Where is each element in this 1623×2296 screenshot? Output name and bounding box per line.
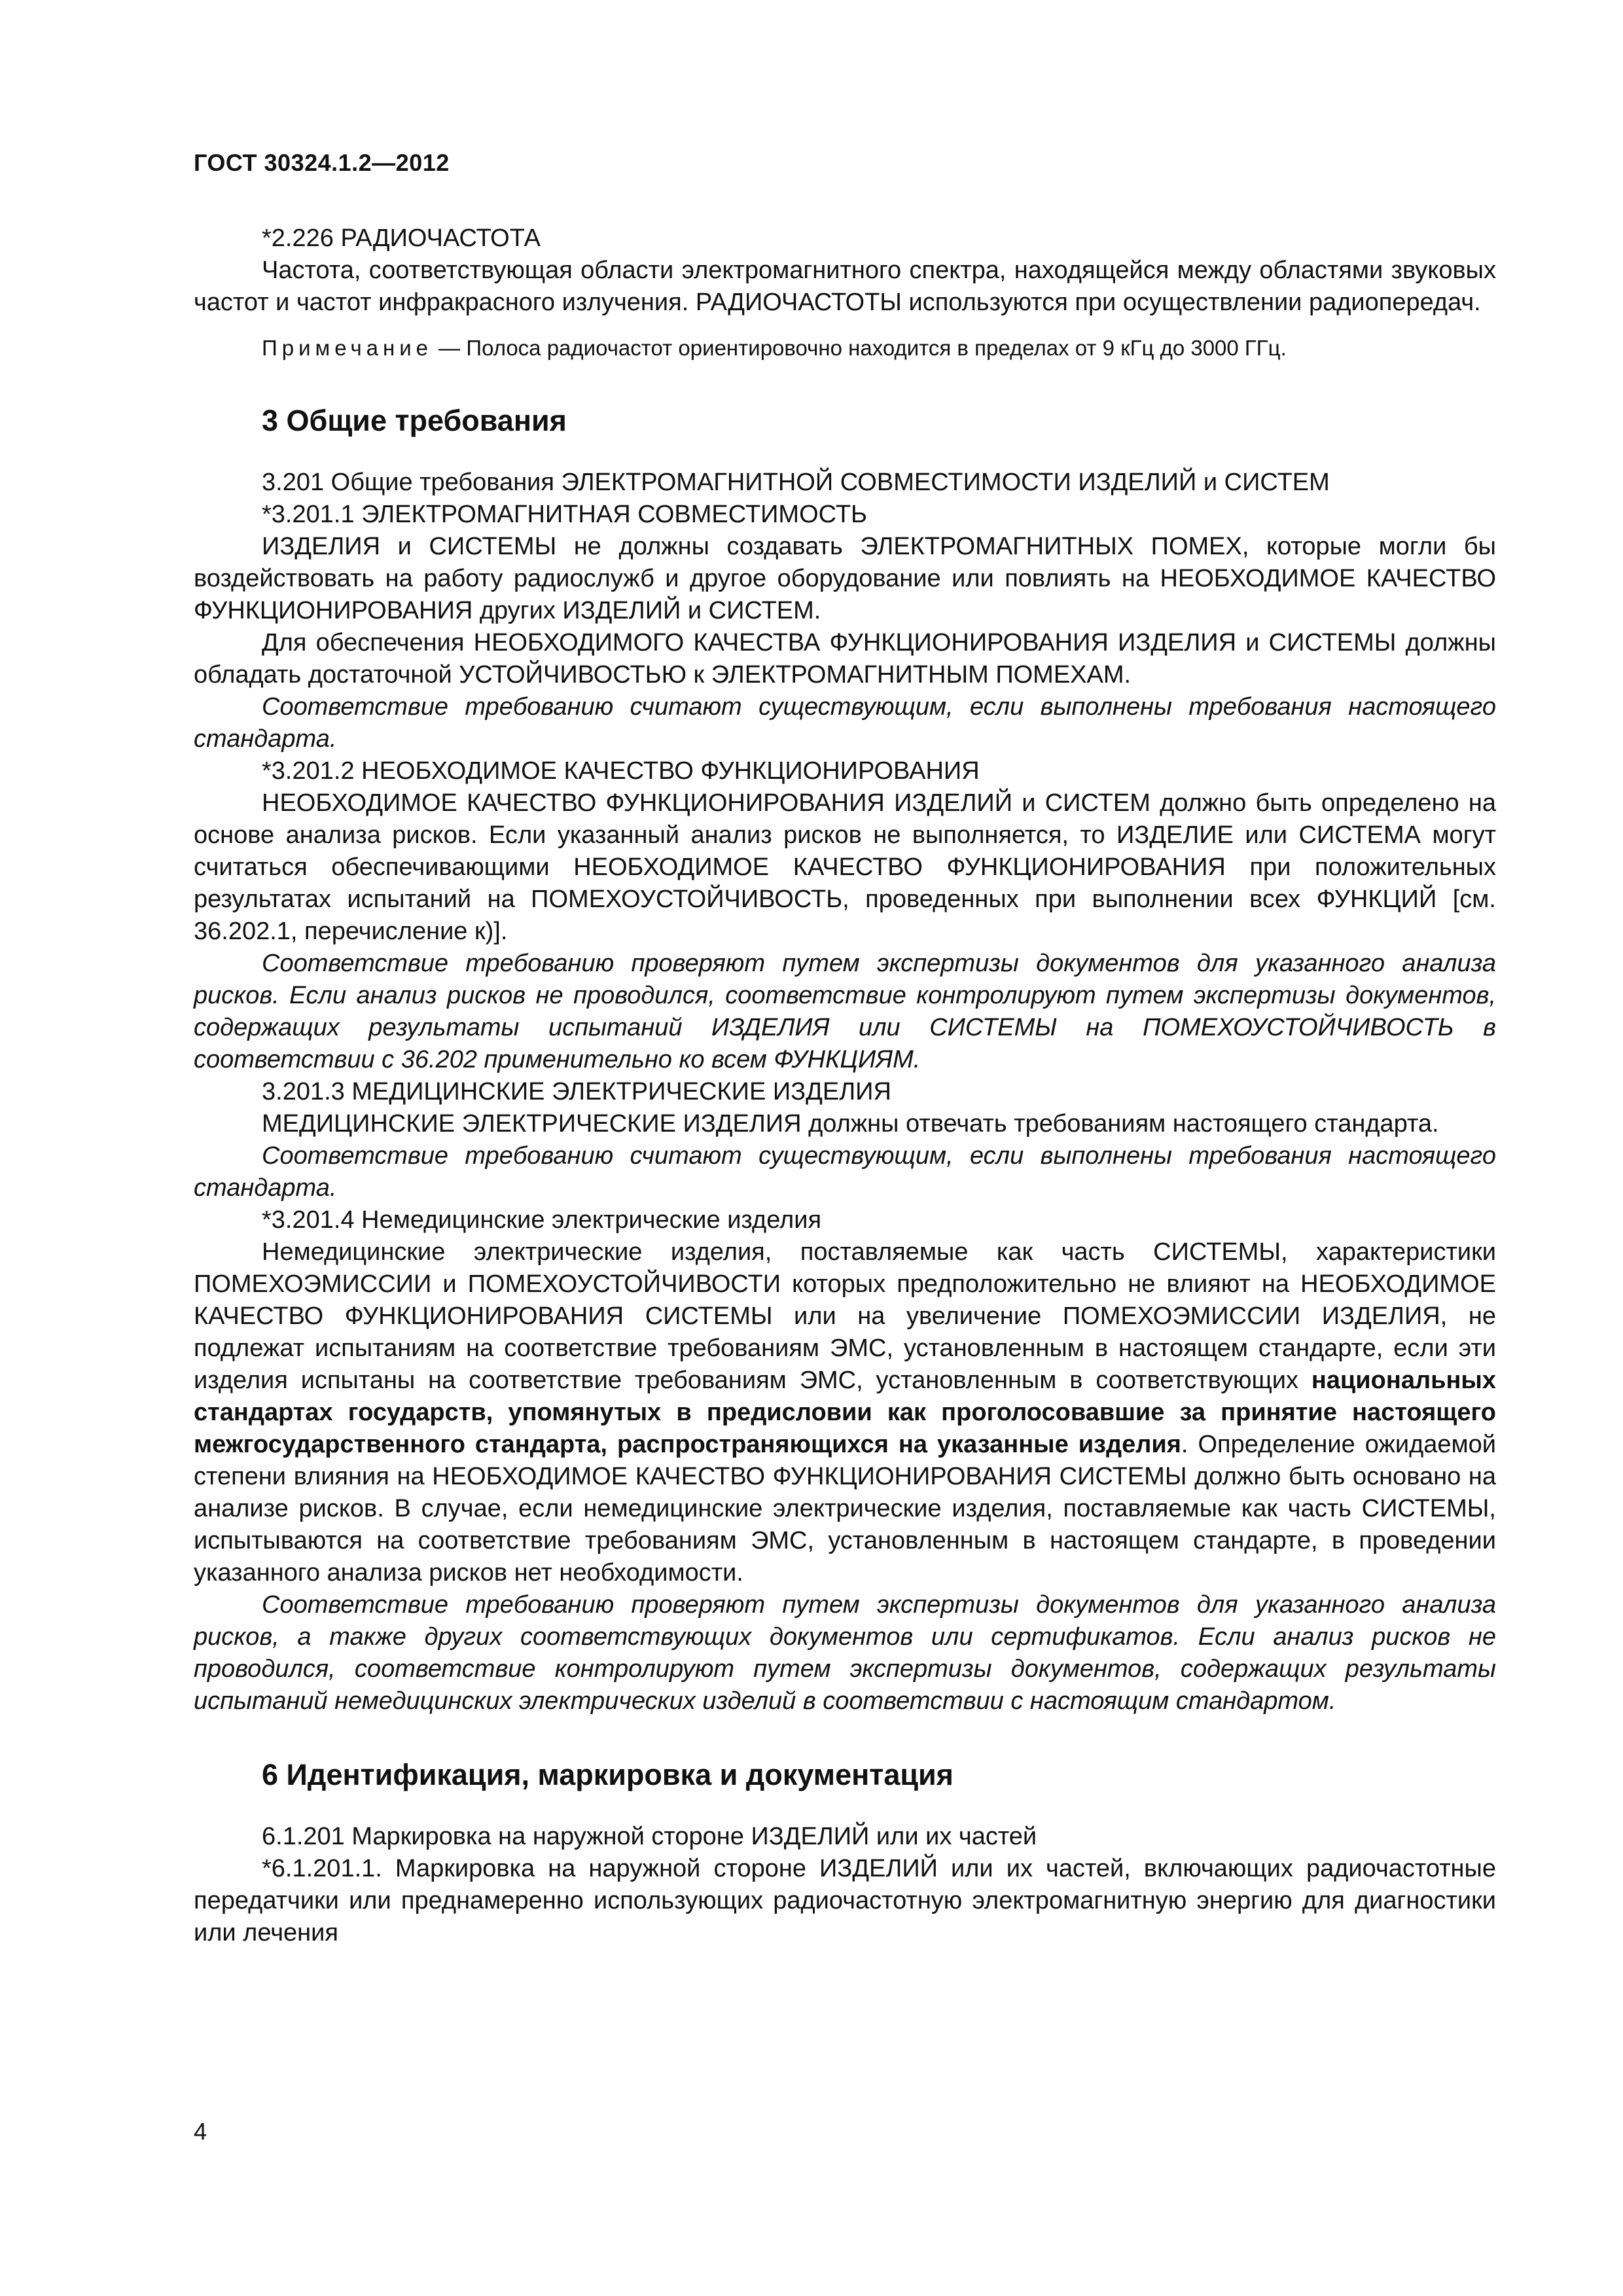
document-header: ГОСТ 30324.1.2—2012 [194, 149, 450, 176]
clause-2-226-title: *2.226 РАДИОЧАСТОТА [262, 224, 541, 252]
clause-3-201-3-title: 3.201.3 МЕДИЦИНСКИЕ ЭЛЕКТРИЧЕСКИЕ ИЗДЕЛИЯ [262, 1078, 891, 1105]
clause-3-201-1-text: ИЗДЕЛИЯ и СИСТЕМЫ не должны создавать ЭЛЕКТРОМАГНИТНЫХ ПОМЕХ, которые могли бы воздействовать на работу радиослужб и другое оборудование или повлиять на НЕОБХОДИМОЕ КАЧЕСТВО ФУНКЦИОНИРОВАНИЯ других ИЗДЕЛИЙ и СИСТЕМ. [194, 533, 1496, 624]
clause-3-201-2-compliance: Соответствие требованию проверяют путем экспертизы документов для указанного анализа рисков. Если анализ рисков не проводился, соответствие контролируют путем экспертизы документов, содержащих результаты испытаний ИЗДЕЛИЯ или СИСТЕМЫ на ПОМЕХОУСТОЙЧИВОСТЬ в соответствии с 36.202 применительно ко всем ФУНКЦИЯМ. [194, 950, 1496, 1073]
note-label: Примечание [262, 336, 433, 360]
clause-3-201-2-title: *3.201.2 НЕОБХОДИМОЕ КАЧЕСТВО ФУНКЦИОНИРОВАНИЯ [262, 757, 980, 785]
clause-2-226-text: Частота, соответствующая области электромагнитного спектра, находящейся между областями звуковых частот и частот инфракрасного излучения. РАДИОЧАСТОТЫ используются при осуществлении радиопередач. [194, 257, 1496, 316]
note-text: — Полоса радиочастот ориентировочно находится в пределах от 9 кГц до 3000 ГГц. [433, 336, 1287, 360]
clause-3-201-1-text-2: Для обеспечения НЕОБХОДИМОГО КАЧЕСТВА ФУНКЦИОНИРОВАНИЯ ИЗДЕЛИЯ и СИСТЕМЫ должны обладать достаточной УСТОЙЧИВОСТЬЮ к ЭЛЕКТРОМАГНИТНЫМ ПОМЕХАМ. [194, 629, 1496, 689]
clause-3-201-4-text-part-2: . Определение ожидаемой степени влияния на НЕОБХОДИМОЕ КАЧЕСТВО ФУНКЦИОНИРОВАНИЯ СИСТЕМЫ должно быть основано на анализе рисков. В случае, если немедицинские электрические изделия, поставляемые как часть СИСТЕМЫ, испытываются на соответствие требованиям ЭМС, установленным в настоящем стандарте, в проведении указанного анализа рисков нет необходимости. [194, 1431, 1497, 1587]
clause-3-201-1-title: *3.201.1 ЭЛЕКТРОМАГНИТНАЯ СОВМЕСТИМОСТЬ [262, 501, 867, 528]
clause-3-201-4-title: *3.201.4 Немедицинские электрические изделия [262, 1206, 822, 1234]
clause-3-201-3-compliance: Соответствие требованию считают существующим, если выполнены требования настоящего стандарта. [194, 1142, 1496, 1202]
clause-3-201-4-text-part-1: Немедицинские электрические изделия, поставляемые как часть СИСТЕМЫ, характеристики ПОМЕХОЭМИССИИ и ПОМЕХОУСТОЙЧИВОСТИ которых предположительно не влияют на НЕОБХОДИМОЕ КАЧЕСТВО ФУНКЦИОНИРОВАНИЯ СИСТЕМЫ или на увеличение ПОМЕХОЭМИССИИ ИЗДЕЛИЯ, не подлежат испытаниям на соответствие требованиям ЭМС, установленным в настоящем стандарте, если эти изделия испытаны на соответствие требованиям ЭМС, установленным в соответствующих [194, 1238, 1496, 1394]
page-number: 4 [194, 2118, 207, 2145]
section-6-heading: 6 Идентификация, маркировка и документация [262, 1758, 954, 1791]
clause-3-201-1-compliance: Соответствие требованию считают существующим, если выполнены требования настоящего стандарта. [194, 693, 1496, 753]
clause-6-1-201-title: 6.1.201 Маркировка на наружной стороне ИЗДЕЛИЙ или их частей [262, 1823, 1037, 1850]
clause-3-201-3-text: МЕДИЦИНСКИЕ ЭЛЕКТРИЧЕСКИЕ ИЗДЕЛИЯ должны отвечать требованиям настоящего стандарта. [262, 1110, 1439, 1138]
document-body [194, 223, 1496, 1949]
clause-3-201-4-text-bold: национальных стандартах государств, упомянутых в предисловии как проголосовавшие за принятие настоящего межгосударственного стандарта, распространяющихся на указанные изделия [194, 1367, 1496, 1458]
clause-3-201-4-compliance: Соответствие требованию проверяют путем экспертизы документов для указанного анализа рисков, а также других соответствующих документов или сертификатов. Если анализ рисков не проводился, соответствие контролируют путем экспертизы документов, содержащих результаты испытаний немедицинских электрических изделий в соответствии с настоящим стандартом. [194, 1591, 1496, 1715]
document-page [194, 0, 1496, 2296]
clause-2-226-note [194, 333, 1496, 363]
section-3-heading: 3 Общие требования [262, 404, 567, 437]
clause-3-201-4-text [194, 1236, 1496, 1589]
clause-3-201-title: 3.201 Общие требования ЭЛЕКТРОМАГНИТНОЙ СОВМЕСТИМОСТИ ИЗДЕЛИЙ и СИСТЕМ [262, 469, 1330, 496]
clause-3-201-2-text: НЕОБХОДИМОЕ КАЧЕСТВО ФУНКЦИОНИРОВАНИЯ ИЗДЕЛИЙ и СИСТЕМ должно быть определено на основе анализа рисков. Если указанный анализ рисков не выполняется, то ИЗДЕЛИЕ или СИСТЕМА могут считаться обеспечивающими НЕОБХОДИМОЕ КАЧЕСТВО ФУНКЦИОНИРОВАНИЯ при положительных результатах испытаний на ПОМЕХОУСТОЙЧИВОСТЬ, проведенных при выполнении всех ФУНКЦИЙ [см. 36.202.1, перечисление к)]. [194, 789, 1496, 945]
clause-6-1-201-1-text: *6.1.201.1. Маркировка на наружной стороне ИЗДЕЛИЙ или их частей, включающих радиочастотные передатчики или преднамеренно использующих радиочастотную электромагнитную энергию для диагностики или лечения [194, 1855, 1496, 1946]
